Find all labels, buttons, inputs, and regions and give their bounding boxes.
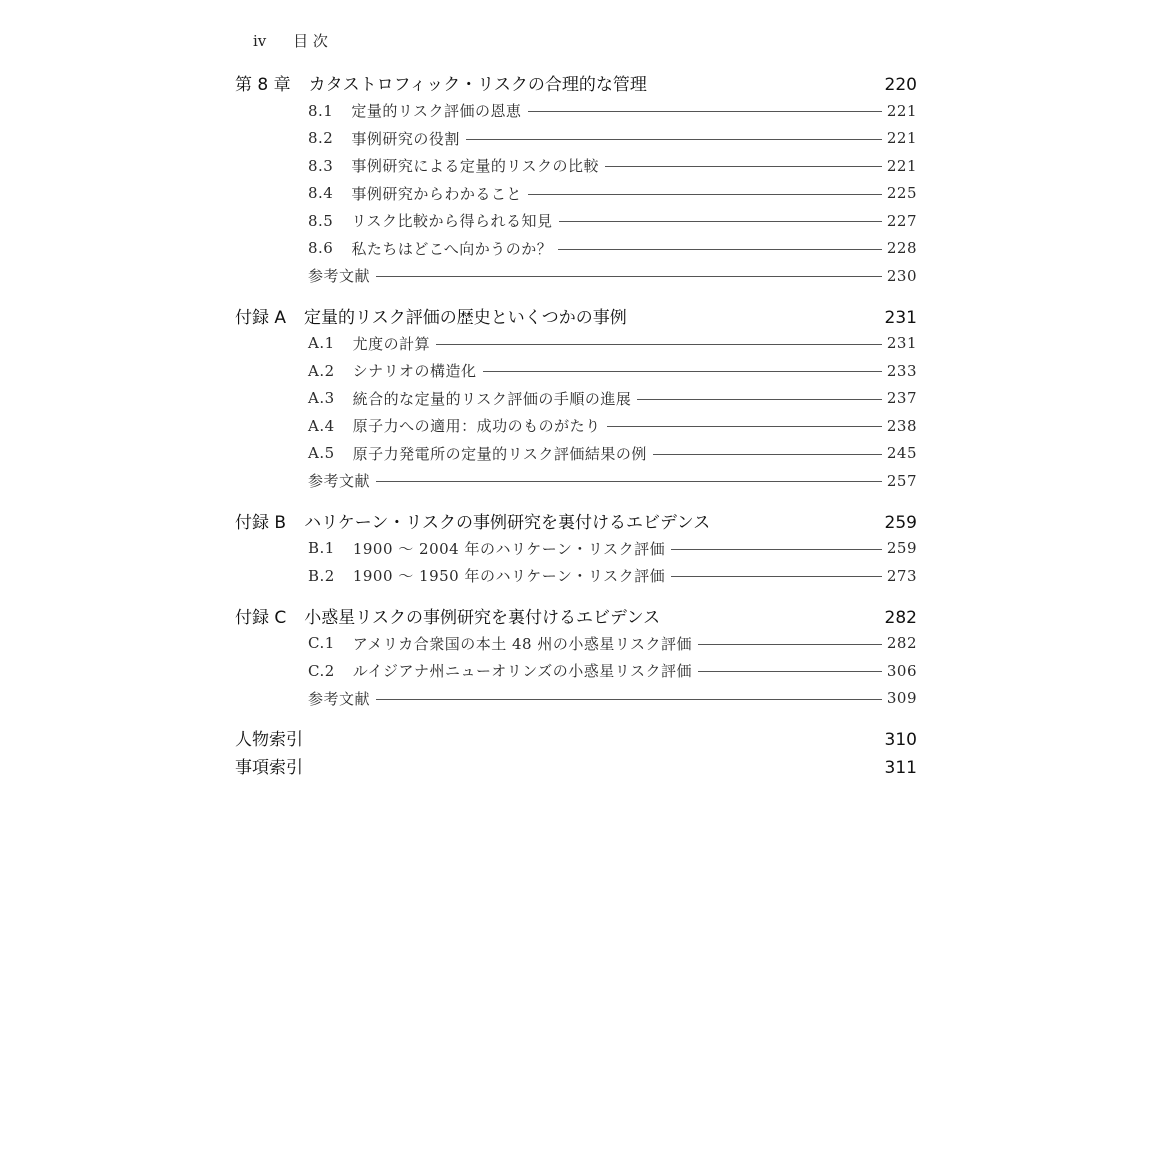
entry-number: 8.1: [308, 101, 334, 120]
leader-line: [605, 166, 882, 167]
entry-page-number: 282: [886, 634, 917, 653]
entry-number: C.2: [308, 661, 335, 680]
toc-entry: [308, 685, 917, 713]
entry-page-number: 259: [886, 539, 917, 558]
toc-entry: [308, 207, 917, 235]
section-title: 小惑星リスクの事例研究を裏付けるエビデンス: [304, 607, 661, 628]
toc-entry: [308, 630, 917, 658]
toc-section: [235, 603, 917, 713]
toc-indexes: [235, 725, 917, 780]
entry-number: A.5: [308, 444, 335, 463]
entry-page-number: 221: [886, 101, 917, 120]
entry-number: B.1: [308, 539, 335, 558]
entry-title: 事例研究の役割: [351, 129, 460, 148]
section-heading: [235, 70, 917, 97]
leader-line: [436, 344, 882, 345]
toc-entry: [308, 152, 917, 180]
page-header: [253, 30, 328, 51]
index-title: 事項索引: [235, 757, 303, 778]
toc-entry: [308, 412, 917, 440]
leader-line: [698, 671, 882, 672]
leader-line: [653, 454, 882, 455]
entry-title: 事例研究による定量的リスクの比較: [351, 157, 600, 176]
index-entry: [235, 725, 917, 753]
entry-page-number: 230: [886, 266, 917, 285]
section-heading: [235, 603, 917, 630]
entry-number: 8.3: [308, 156, 334, 175]
toc-entry: [308, 440, 917, 468]
index-page-number: 311: [884, 757, 917, 778]
entry-title: 原子力発電所の定量的リスク評価結果の例: [352, 444, 647, 463]
entry-title: アメリカ合衆国の本土 48 州の小惑星リスク評価: [352, 634, 693, 653]
leader-line: [558, 249, 882, 250]
entry-number: B.2: [308, 566, 335, 585]
toc-entry: [308, 357, 917, 385]
toc-entry: [308, 125, 917, 153]
entry-number: A.4: [308, 416, 335, 435]
entry-title: シナリオの構造化: [352, 362, 477, 381]
leader-line: [528, 194, 882, 195]
leader-line: [671, 576, 882, 577]
entry-number: A.2: [308, 361, 335, 380]
entry-number: 8.5: [308, 211, 334, 230]
leader-line: [559, 221, 882, 222]
entry-number: 8.2: [308, 129, 334, 148]
section-title: 定量的リスク評価の歴史といくつかの事例: [304, 307, 627, 328]
section-title: ハリケーン・リスクの事例研究を裏付けるエビデンス: [304, 512, 711, 533]
section-page-number: 231: [884, 307, 917, 328]
entry-page-number: 245: [886, 444, 917, 463]
toc-entry: [308, 467, 917, 495]
toc-section: [235, 70, 917, 290]
entry-page-number: 309: [886, 689, 917, 708]
section-label: 付録 B: [235, 512, 287, 533]
leader-line: [376, 699, 882, 700]
section-page-number: 282: [884, 607, 917, 628]
entry-page-number: 221: [886, 129, 917, 148]
entry-title: ルイジアナ州ニューオリンズの小惑星リスク評価: [352, 662, 692, 681]
toc-entry: [308, 262, 917, 290]
entry-page-number: 233: [886, 361, 917, 380]
leader-line: [376, 276, 882, 277]
entry-number: C.1: [308, 634, 335, 653]
entry-title: 参考文献: [308, 267, 371, 286]
entry-title: 私たちはどこへ向かうのか？: [351, 239, 553, 258]
entry-number: 8.6: [308, 239, 334, 258]
entry-page-number: 238: [886, 416, 917, 435]
toc-entry: [308, 385, 917, 413]
section-page-number: 220: [884, 75, 917, 95]
toc-entry: [308, 180, 917, 208]
toc-sections: [235, 70, 917, 712]
section-heading: [235, 303, 917, 330]
entry-title: 参考文献: [308, 689, 371, 708]
entry-page-number: 231: [886, 334, 917, 353]
toc-entry: [308, 562, 917, 590]
entry-title: 1900 ～ 2004 年のハリケーン・リスク評価: [352, 539, 666, 558]
toc-entry: [308, 235, 917, 263]
entry-page-number: 228: [886, 239, 917, 258]
toc-entry: [308, 97, 917, 125]
entry-page-number: 225: [886, 184, 917, 203]
entry-page-number: 221: [886, 156, 917, 175]
section-label: 第 8 章: [235, 75, 291, 95]
entry-title: 1900 ～ 1950 年のハリケーン・リスク評価: [352, 567, 666, 586]
leader-line: [483, 371, 882, 372]
leader-line: [376, 481, 882, 482]
toc-section: [235, 303, 917, 495]
toc-section: [235, 508, 917, 590]
toc-entry: [308, 657, 917, 685]
section-label: 付録 A: [235, 307, 287, 328]
entry-title: 統合的な定量的リスク評価の手順の進展: [352, 389, 632, 408]
leader-line: [671, 549, 882, 550]
entry-page-number: 306: [886, 661, 917, 680]
entry-number: A.1: [308, 334, 335, 353]
entry-title: 参考文献: [308, 472, 371, 491]
leader-line: [637, 399, 882, 400]
table-of-contents: [235, 70, 917, 780]
index-title: 人物索引: [235, 730, 303, 750]
section-label: 付録 C: [235, 607, 287, 628]
entry-page-number: 273: [886, 566, 917, 585]
section-page-number: 259: [884, 512, 917, 533]
page-header-title: 目 次: [293, 32, 328, 50]
section-heading: [235, 508, 917, 535]
leader-line: [466, 139, 882, 140]
entry-number: A.3: [308, 389, 335, 408]
leader-line: [528, 111, 882, 112]
section-title: カタストロフィック・リスクの合理的な管理: [308, 75, 647, 95]
entry-number: 8.4: [308, 184, 334, 203]
entry-page-number: 237: [886, 389, 917, 408]
leader-line: [607, 426, 882, 427]
leader-line: [698, 644, 882, 645]
entry-page-number: 227: [886, 211, 917, 230]
entry-title: リスク比較から得られる知見: [351, 212, 553, 231]
index-entry: [235, 753, 917, 781]
entry-title: 尤度の計算: [352, 334, 431, 353]
entry-page-number: 257: [886, 471, 917, 490]
index-page-number: 310: [884, 730, 917, 750]
entry-title: 原子力への適用：成功のものがたり: [352, 417, 601, 436]
toc-entry: [308, 330, 917, 358]
toc-entry: [308, 535, 917, 563]
entry-title: 定量的リスク評価の恩恵: [351, 102, 522, 121]
entry-title: 事例研究からわかること: [351, 184, 522, 203]
page-number: iv: [253, 32, 267, 50]
